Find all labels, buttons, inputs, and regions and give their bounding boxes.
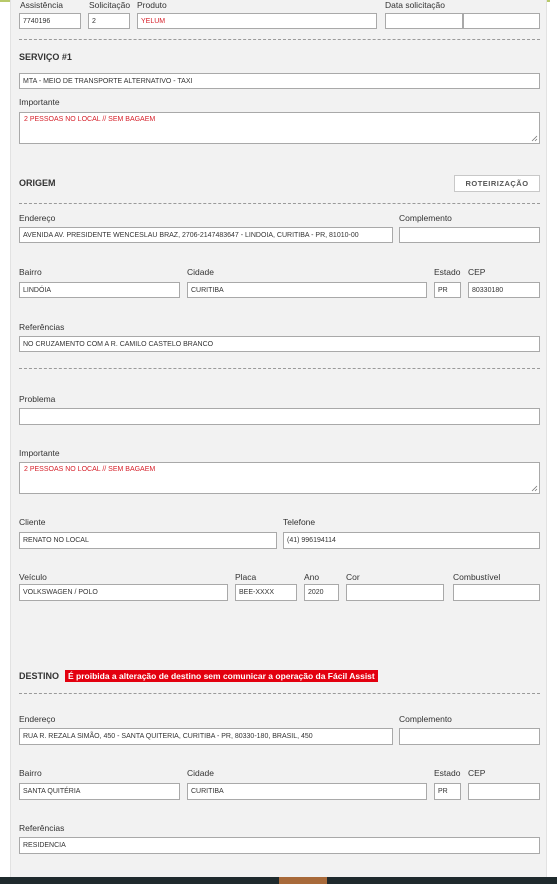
veiculo-field[interactable]: VOLKSWAGEN / POLO — [19, 584, 228, 601]
origem-endereco-field[interactable]: AVENIDA AV. PRESIDENTE WENCESLAU BRAZ, 2706-2147483647 - LINDOIA, CURITIBA - PR, 81010-00 — [19, 227, 393, 243]
destino-title: DESTINO — [19, 671, 60, 681]
solicitacao-field[interactable]: 2 — [88, 13, 130, 29]
destino-complemento-field[interactable] — [399, 728, 540, 745]
telefone-field[interactable]: (41) 996194114 — [283, 532, 540, 549]
origem-complemento-label: Complemento — [399, 213, 452, 223]
combustivel-field[interactable] — [453, 584, 540, 601]
roteirizacao-button[interactable]: ROTEIRIZAÇÃO — [454, 175, 540, 192]
destino-bairro-field[interactable]: SANTA QUITÉRIA — [19, 783, 180, 800]
origem-cep-field[interactable]: 80330180 — [468, 282, 540, 298]
problema-importante-textarea[interactable] — [19, 462, 540, 494]
hora-solicitacao-field[interactable] — [463, 13, 540, 29]
resize-grip-icon[interactable] — [531, 135, 538, 142]
data-solicitacao-field[interactable] — [385, 13, 463, 29]
origem-cidade-field[interactable]: CURITIBA — [187, 282, 427, 298]
destino-estado-label: Estado — [434, 768, 461, 778]
telefone-label: Telefone — [283, 517, 316, 527]
origem-referencias-label: Referências — [19, 322, 65, 332]
destino-referencias-field[interactable]: RESIDENCIA — [19, 837, 540, 854]
ano-label: Ano — [304, 572, 320, 582]
destino-estado-field[interactable]: PR — [434, 783, 461, 800]
destino-complemento-label: Complemento — [399, 714, 452, 724]
origem-title: ORIGEM — [19, 178, 56, 188]
destino-referencias-label: Referências — [19, 823, 65, 833]
destino-cep-field[interactable] — [468, 783, 540, 800]
destino-cep-label: CEP — [468, 768, 486, 778]
origem-bairro-label: Bairro — [19, 267, 42, 277]
destino-endereco-field[interactable]: RUA R. REZALA SIMÃO, 450 - SANTA QUITERIA, CURITIBA - PR, 80330-180, BRASIL, 450 — [19, 728, 393, 745]
destino-endereco-label: Endereço — [19, 714, 56, 724]
placa-field[interactable]: BEE-XXXX — [235, 584, 297, 601]
combustivel-label: Combustível — [453, 572, 501, 582]
servico-importante-text: 2 PESSOAS NO LOCAL // SEM BAGAEM — [24, 116, 156, 123]
problema-field[interactable] — [19, 408, 540, 425]
destino-bairro-label: Bairro — [19, 768, 42, 778]
assistencia-field[interactable]: 7740196 — [19, 13, 81, 29]
origem-bairro-field[interactable]: LINDÓIA — [19, 282, 180, 298]
resize-grip-icon[interactable] — [531, 485, 538, 492]
placa-label: Placa — [235, 572, 257, 582]
origem-cep-label: CEP — [468, 267, 486, 277]
origem-estado-label: Estado — [434, 267, 461, 277]
servico-importante-label: Importante — [19, 97, 60, 107]
veiculo-label: Veículo — [19, 572, 47, 582]
divider — [19, 39, 540, 40]
origem-referencias-field[interactable]: NO CRUZAMENTO COM A R. CAMILO CASTELO BRANCO — [19, 336, 540, 352]
produto-field[interactable]: YELUM — [137, 13, 377, 29]
destino-cidade-field[interactable]: CURITIBA — [187, 783, 427, 800]
destino-warning-badge: É proibida a alteração de destino sem comunicar a operação da Fácil Assist — [65, 670, 378, 682]
servico-title: SERVIÇO #1 — [19, 52, 72, 62]
cliente-field[interactable]: RENATO NO LOCAL — [19, 532, 277, 549]
footer-accent-tab[interactable] — [279, 877, 327, 884]
divider — [19, 368, 540, 369]
destino-cidade-label: Cidade — [187, 768, 214, 778]
ano-field[interactable]: 2020 — [304, 584, 339, 601]
divider — [19, 203, 540, 204]
servico-importante-textarea[interactable] — [19, 112, 540, 144]
cliente-label: Cliente — [19, 517, 46, 527]
problema-importante-text: 2 PESSOAS NO LOCAL // SEM BAGAEM — [24, 466, 156, 473]
origem-complemento-field[interactable] — [399, 227, 540, 243]
origem-endereco-label: Endereço — [19, 213, 56, 223]
problema-label: Problema — [19, 394, 56, 404]
data-solicitacao-label: Data solicitação — [385, 0, 446, 10]
cor-label: Cor — [346, 572, 360, 582]
produto-label: Produto — [137, 0, 167, 10]
cor-field[interactable] — [346, 584, 444, 601]
problema-importante-label: Importante — [19, 448, 60, 458]
page-scrollbar-gutter — [550, 0, 557, 884]
assistencia-label: Assistência — [20, 0, 63, 10]
origem-cidade-label: Cidade — [187, 267, 214, 277]
solicitacao-label: Solicitação — [89, 0, 131, 10]
servico-field[interactable]: MTA - MEIO DE TRANSPORTE ALTERNATIVO - TAXI — [19, 73, 540, 89]
divider — [19, 693, 540, 694]
origem-estado-field[interactable]: PR — [434, 282, 461, 298]
